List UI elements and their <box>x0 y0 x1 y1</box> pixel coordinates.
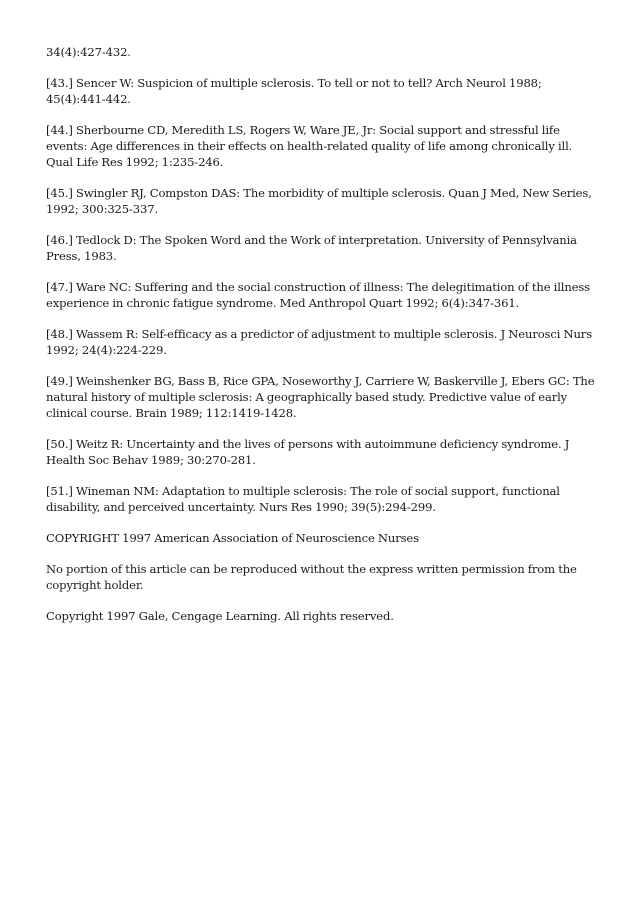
document-page <box>46 44 596 639</box>
reference-49: [49.] Weinshenker BG, Bass B, Rice GPA, Noseworthy J, Carriere W, Baskerville J, Ebers GC: The natural history of multiple sclerosis: A geographically based study. Predictive value of early clinical course. Brain 1989; 112:1419-1428. <box>46 374 595 420</box>
reference-44: [44.] Sherbourne CD, Meredith LS, Rogers W, Ware JE, Jr: Social support and stressful life events: Age differences in their effects on health-related quality of life among chronically ill. Qual Life Res 1992; 1:235-246. <box>46 123 573 169</box>
reproduction-notice: No portion of this article can be reproduced without the express written permission from the copyright holder. <box>46 562 577 592</box>
copyright-association: COPYRIGHT 1997 American Association of Neuroscience Nurses <box>46 531 419 545</box>
copyright-gale: Copyright 1997 Gale, Cengage Learning. All rights reserved. <box>46 609 394 623</box>
reference-continuation: 34(4):427-432. <box>46 45 131 59</box>
reference-46: [46.] Tedlock D: The Spoken Word and the Work of interpretation. University of Pennsylvania Press, 1983. <box>46 233 577 263</box>
reference-45: [45.] Swingler RJ, Compston DAS: The morbidity of multiple sclerosis. Quan J Med, New Series, 1992; 300:325-337. <box>46 186 592 216</box>
reference-51: [51.] Wineman NM: Adaptation to multiple sclerosis: The role of social support, functional disability, and perceived uncertainty. Nurs Res 1990; 39(5):294-299. <box>46 484 560 514</box>
reference-50: [50.] Weitz R: Uncertainty and the lives of persons with autoimmune deficiency syndrome. J Health Soc Behav 1989; 30:270-281. <box>46 437 570 467</box>
reference-47: [47.] Ware NC: Suffering and the social construction of illness: The delegitimation of the illness experience in chronic fatigue syndrome. Med Anthropol Quart 1992; 6(4):347-361. <box>46 280 590 310</box>
reference-43: [43.] Sencer W: Suspicion of multiple sclerosis. To tell or not to tell? Arch Neurol 1988; 45(4):441-442. <box>46 76 542 106</box>
reference-48: [48.] Wassem R: Self-efficacy as a predictor of adjustment to multiple sclerosis. J Neurosci Nurs 1992; 24(4):224-229. <box>46 327 592 357</box>
